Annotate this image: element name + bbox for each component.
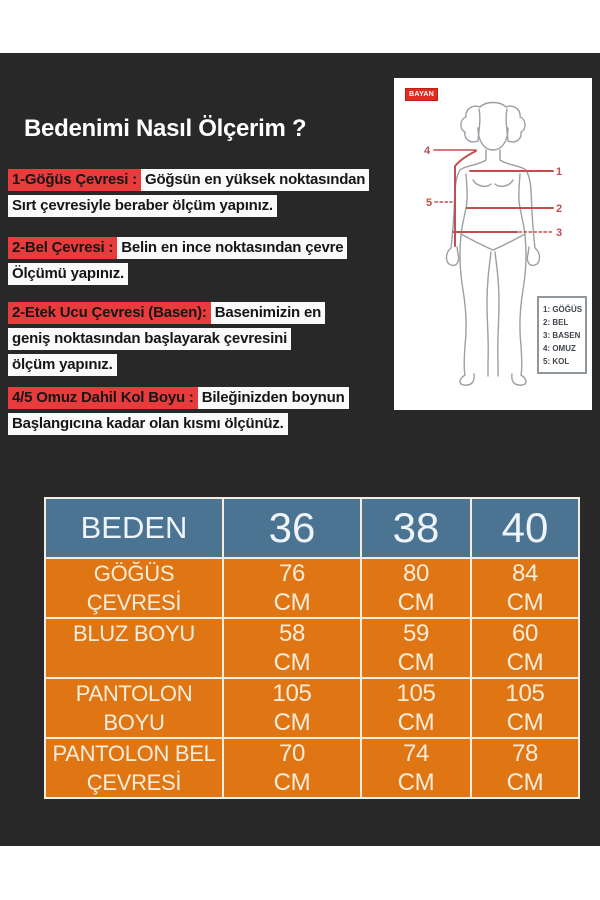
value-unit: CM	[506, 709, 544, 736]
section-line	[8, 237, 347, 259]
cell-value	[361, 678, 471, 738]
section-text: Basenimizin en	[211, 302, 325, 324]
section-text: Bileğinizden boynun	[198, 387, 349, 409]
cell-value	[471, 618, 579, 678]
legend-item: 1: GÖĞÜS	[543, 305, 583, 314]
section-omuz-kol-boyu	[8, 387, 349, 439]
section-text: ölçüm yapınız.	[8, 354, 117, 376]
legend-item: 4: OMUZ	[543, 344, 576, 353]
value-unit: CM	[273, 649, 311, 676]
section-bel-cevresi	[8, 237, 347, 289]
value-number: 105	[396, 680, 436, 707]
value-unit: CM	[273, 769, 311, 796]
section-etek-ucu-cevresi	[8, 302, 325, 380]
legend-item: 5: KOL	[543, 357, 570, 366]
value-unit: CM	[506, 589, 544, 616]
section-line	[8, 354, 325, 376]
marker-1-gogus: 1	[556, 166, 563, 178]
row-label-line1: BLUZ BOYU	[73, 621, 195, 646]
cell-value	[223, 738, 361, 798]
cell-value	[471, 678, 579, 738]
section-text: Başlangıcına kadar olan kısmı ölçünüz.	[8, 413, 288, 435]
value-unit: CM	[506, 769, 544, 796]
value-unit: CM	[273, 709, 311, 736]
value-number: 76	[278, 560, 306, 587]
table-row-bluz-boyu	[45, 618, 579, 678]
value-number: 60	[511, 620, 539, 647]
marker-2-bel: 2	[556, 203, 563, 215]
marker-3-basen: 3	[556, 227, 563, 239]
row-label	[45, 618, 223, 678]
legend-item: 3: BASEN	[543, 331, 581, 340]
section-text: Sırt çevresiyle beraber ölçüm yapınız.	[8, 195, 277, 217]
cell-value	[361, 618, 471, 678]
row-label-line2: ÇEVRESİ	[86, 770, 182, 795]
cell-value	[361, 558, 471, 618]
value-number: 78	[511, 740, 539, 767]
bayan-badge: BAYAN	[405, 88, 438, 101]
section-text: Belin en ince noktasından çevre	[117, 237, 347, 259]
cell-value	[471, 558, 579, 618]
section-line	[8, 328, 325, 350]
cell-value	[471, 738, 579, 798]
value-number: 70	[278, 740, 306, 767]
value-number: 59	[402, 620, 430, 647]
value-number: 74	[402, 740, 430, 767]
table-row-pantolon-bel-cevresi	[45, 738, 579, 798]
table-row-gogus-cevresi	[45, 558, 579, 618]
section-line	[8, 195, 369, 217]
cell-value	[223, 558, 361, 618]
section-line	[8, 169, 369, 191]
header-beden: BEDEN	[45, 498, 223, 558]
value-unit: CM	[506, 649, 544, 676]
size-table	[44, 497, 580, 799]
cell-value	[223, 678, 361, 738]
row-label	[45, 558, 223, 618]
page-title: Bedenimi Nasıl Ölçerim ?	[24, 115, 307, 142]
section-line	[8, 302, 325, 324]
section-text: Ölçümü yapınız.	[8, 263, 128, 285]
row-label-line2	[46, 648, 222, 677]
section-label: 2-Bel Çevresi :	[8, 237, 117, 259]
header-size-38: 38	[361, 498, 471, 558]
value-number: 58	[278, 620, 306, 647]
marker-4-omuz: 4	[424, 145, 431, 157]
row-label	[45, 678, 223, 738]
value-unit: CM	[397, 709, 435, 736]
section-label: 4/5 Omuz Dahil Kol Boyu :	[8, 387, 198, 409]
section-text: geniş noktasından başlayarak çevresini	[8, 328, 291, 350]
section-line	[8, 263, 347, 285]
section-text: Göğsün en yüksek noktasından	[141, 169, 369, 191]
cell-value	[223, 618, 361, 678]
row-label-line1: PANTOLON BEL	[52, 741, 216, 766]
section-line	[8, 387, 349, 409]
section-gogus-cevresi	[8, 169, 369, 221]
legend-item: 2: BEL	[543, 318, 569, 327]
marker-5-kol: 5	[426, 197, 433, 209]
row-label-line1: PANTOLON	[75, 681, 193, 706]
table-row-pantolon-boyu	[45, 678, 579, 738]
section-label: 1-Göğüs Çevresi :	[8, 169, 141, 191]
value-unit: CM	[397, 769, 435, 796]
value-unit: CM	[273, 589, 311, 616]
dark-canvas	[0, 53, 600, 846]
cell-value	[361, 738, 471, 798]
header-size-40: 40	[471, 498, 579, 558]
header-size-36: 36	[223, 498, 361, 558]
value-number: 105	[272, 680, 312, 707]
section-line	[8, 413, 349, 435]
value-unit: CM	[397, 589, 435, 616]
row-label-line1: GÖĞÜS ÇEVRESİ	[86, 561, 182, 615]
value-number: 84	[511, 560, 539, 587]
measurement-diagram	[394, 78, 592, 410]
value-number: 105	[505, 680, 545, 707]
section-label: 2-Etek Ucu Çevresi (Basen):	[8, 302, 211, 324]
size-table-header-row	[45, 498, 579, 558]
row-label-line2: BOYU	[103, 710, 165, 735]
legend-box	[537, 296, 587, 374]
row-label	[45, 738, 223, 798]
value-unit: CM	[397, 649, 435, 676]
value-number: 80	[402, 560, 430, 587]
